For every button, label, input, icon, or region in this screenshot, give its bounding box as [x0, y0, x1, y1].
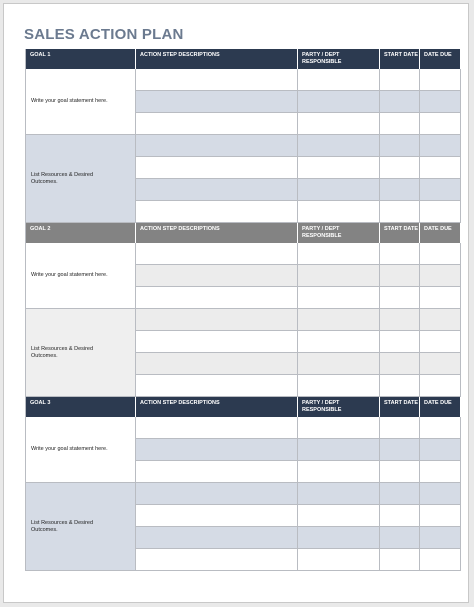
action-step-cell[interactable] — [136, 113, 298, 135]
goal-block-2 — [25, 223, 460, 397]
start-date-cell[interactable] — [380, 113, 420, 135]
action-step-cell[interactable] — [136, 309, 298, 331]
table-row — [136, 91, 461, 113]
column-header-party: PARTY / DEPT RESPONSIBLE — [298, 49, 380, 69]
table-row — [136, 201, 461, 223]
start-date-cell[interactable] — [380, 201, 420, 223]
table-row — [136, 69, 461, 91]
party-cell[interactable] — [298, 439, 380, 461]
start-date-cell[interactable] — [380, 69, 420, 91]
date-due-cell[interactable] — [420, 91, 461, 113]
date-due-cell[interactable] — [420, 309, 461, 331]
party-cell[interactable] — [298, 483, 380, 505]
action-step-cell[interactable] — [136, 91, 298, 113]
date-due-cell[interactable] — [420, 69, 461, 91]
party-cell[interactable] — [298, 417, 380, 439]
party-cell[interactable] — [298, 549, 380, 571]
goal-statement-section — [26, 243, 460, 309]
table-row — [136, 287, 461, 309]
goal-statement-cell[interactable]: Write your goal statement here. — [26, 69, 136, 135]
table-row — [136, 353, 461, 375]
table-row — [136, 113, 461, 135]
action-step-cell[interactable] — [136, 505, 298, 527]
party-cell[interactable] — [298, 353, 380, 375]
start-date-cell[interactable] — [380, 287, 420, 309]
start-date-cell[interactable] — [380, 505, 420, 527]
resources-section — [26, 483, 460, 571]
date-due-cell[interactable] — [420, 265, 461, 287]
date-due-cell[interactable] — [420, 527, 461, 549]
goal-block-3 — [25, 397, 460, 571]
action-step-cell[interactable] — [136, 265, 298, 287]
table-row — [136, 417, 461, 439]
column-header-start-date: START DATE — [380, 397, 420, 417]
column-header-date-due: DATE DUE — [424, 226, 452, 232]
start-date-cell[interactable] — [380, 375, 420, 397]
party-cell[interactable] — [298, 69, 380, 91]
goal-statement-cell[interactable]: Write your goal statement here. — [26, 243, 136, 309]
action-step-cell[interactable] — [136, 287, 298, 309]
goal-header-row — [26, 223, 460, 243]
start-date-cell[interactable] — [380, 483, 420, 505]
action-step-cell[interactable] — [136, 483, 298, 505]
date-due-cell[interactable] — [420, 179, 461, 201]
date-due-cell[interactable] — [420, 331, 461, 353]
party-cell[interactable] — [298, 113, 380, 135]
start-date-cell[interactable] — [380, 417, 420, 439]
table-row — [136, 527, 461, 549]
party-cell[interactable] — [298, 331, 380, 353]
table-row — [136, 157, 461, 179]
action-step-cell[interactable] — [136, 69, 298, 91]
party-cell[interactable] — [298, 135, 380, 157]
party-cell[interactable] — [298, 527, 380, 549]
table-row — [136, 439, 461, 461]
party-cell[interactable] — [298, 505, 380, 527]
table-row — [136, 309, 461, 331]
party-cell[interactable] — [298, 375, 380, 397]
action-step-cell[interactable] — [136, 375, 298, 397]
action-step-cell[interactable] — [136, 439, 298, 461]
column-header-action-step: ACTION STEP DESCRIPTIONS — [136, 397, 298, 417]
table-row — [136, 375, 461, 397]
resources-cell[interactable]: List Resources & Desired Outcomes. — [26, 135, 136, 223]
goal-block-1 — [25, 49, 460, 223]
action-step-cell[interactable] — [136, 243, 298, 265]
party-cell[interactable] — [298, 243, 380, 265]
document-page — [3, 3, 469, 603]
column-header-action-step: ACTION STEP DESCRIPTIONS — [136, 223, 298, 243]
date-due-cell[interactable] — [420, 243, 461, 265]
date-due-cell[interactable] — [420, 483, 461, 505]
date-due-cell[interactable] — [420, 287, 461, 309]
start-date-cell[interactable] — [380, 243, 420, 265]
action-step-cell[interactable] — [136, 353, 298, 375]
resources-cell[interactable]: List Resources & Desired Outcomes. — [26, 309, 136, 397]
goal-statement-section — [26, 69, 460, 135]
page-title: SALES ACTION PLAN — [24, 26, 184, 43]
goal-header-row — [26, 397, 460, 417]
column-header-party: PARTY / DEPT RESPONSIBLE — [298, 397, 380, 417]
action-step-cell[interactable] — [136, 201, 298, 223]
table-row — [136, 461, 461, 483]
date-due-cell[interactable] — [420, 549, 461, 571]
date-due-cell[interactable] — [420, 135, 461, 157]
action-step-cell[interactable] — [136, 461, 298, 483]
start-date-cell[interactable] — [380, 179, 420, 201]
column-header-date-due: DATE DUE — [424, 52, 452, 58]
resources-section — [26, 135, 460, 223]
start-date-cell[interactable] — [380, 549, 420, 571]
action-step-cell[interactable] — [136, 527, 298, 549]
goal-statement-cell[interactable]: Write your goal statement here. — [26, 417, 136, 483]
column-header-start-date: START DATE — [380, 49, 420, 69]
date-due-cell[interactable] — [420, 157, 461, 179]
start-date-cell[interactable] — [380, 527, 420, 549]
table-row — [136, 331, 461, 353]
action-step-cell[interactable] — [136, 179, 298, 201]
start-date-cell[interactable] — [380, 439, 420, 461]
start-date-cell[interactable] — [380, 265, 420, 287]
action-plan-table — [25, 49, 460, 571]
resources-cell[interactable]: List Resources & Desired Outcomes. — [26, 483, 136, 571]
goal-label: GOAL 3 — [26, 397, 136, 417]
action-step-cell[interactable] — [136, 417, 298, 439]
table-row — [136, 505, 461, 527]
table-row — [136, 243, 461, 265]
action-step-cell[interactable] — [136, 135, 298, 157]
goal-label: GOAL 2 — [26, 223, 136, 243]
goal-label: GOAL 1 — [26, 49, 136, 69]
party-cell[interactable] — [298, 179, 380, 201]
date-due-cell[interactable] — [420, 375, 461, 397]
table-row — [136, 265, 461, 287]
start-date-cell[interactable] — [380, 91, 420, 113]
date-due-cell[interactable] — [420, 505, 461, 527]
column-header-action-step: ACTION STEP DESCRIPTIONS — [136, 49, 298, 69]
column-header-date-due: DATE DUE — [424, 400, 452, 406]
goal-header-row — [26, 49, 460, 69]
resources-section — [26, 309, 460, 397]
goal-statement-section — [26, 417, 460, 483]
action-step-cell[interactable] — [136, 157, 298, 179]
table-row — [136, 179, 461, 201]
party-cell[interactable] — [298, 91, 380, 113]
column-header-party: PARTY / DEPT RESPONSIBLE — [298, 223, 380, 243]
date-due-cell[interactable] — [420, 353, 461, 375]
party-cell[interactable] — [298, 201, 380, 223]
start-date-cell[interactable] — [380, 461, 420, 483]
action-step-cell[interactable] — [136, 549, 298, 571]
table-row — [136, 483, 461, 505]
start-date-cell[interactable] — [380, 353, 420, 375]
start-date-cell[interactable] — [380, 135, 420, 157]
party-cell[interactable] — [298, 461, 380, 483]
table-row — [136, 549, 461, 571]
start-date-cell[interactable] — [380, 331, 420, 353]
party-cell[interactable] — [298, 157, 380, 179]
date-due-cell[interactable] — [420, 439, 461, 461]
table-row — [136, 135, 461, 157]
date-due-cell[interactable] — [420, 113, 461, 135]
action-step-cell[interactable] — [136, 331, 298, 353]
date-due-cell[interactable] — [420, 461, 461, 483]
party-cell[interactable] — [298, 309, 380, 331]
party-cell[interactable] — [298, 265, 380, 287]
party-cell[interactable] — [298, 287, 380, 309]
start-date-cell[interactable] — [380, 309, 420, 331]
column-header-start-date: START DATE — [380, 223, 420, 243]
start-date-cell[interactable] — [380, 157, 420, 179]
date-due-cell[interactable] — [420, 417, 461, 439]
date-due-cell[interactable] — [420, 201, 461, 223]
